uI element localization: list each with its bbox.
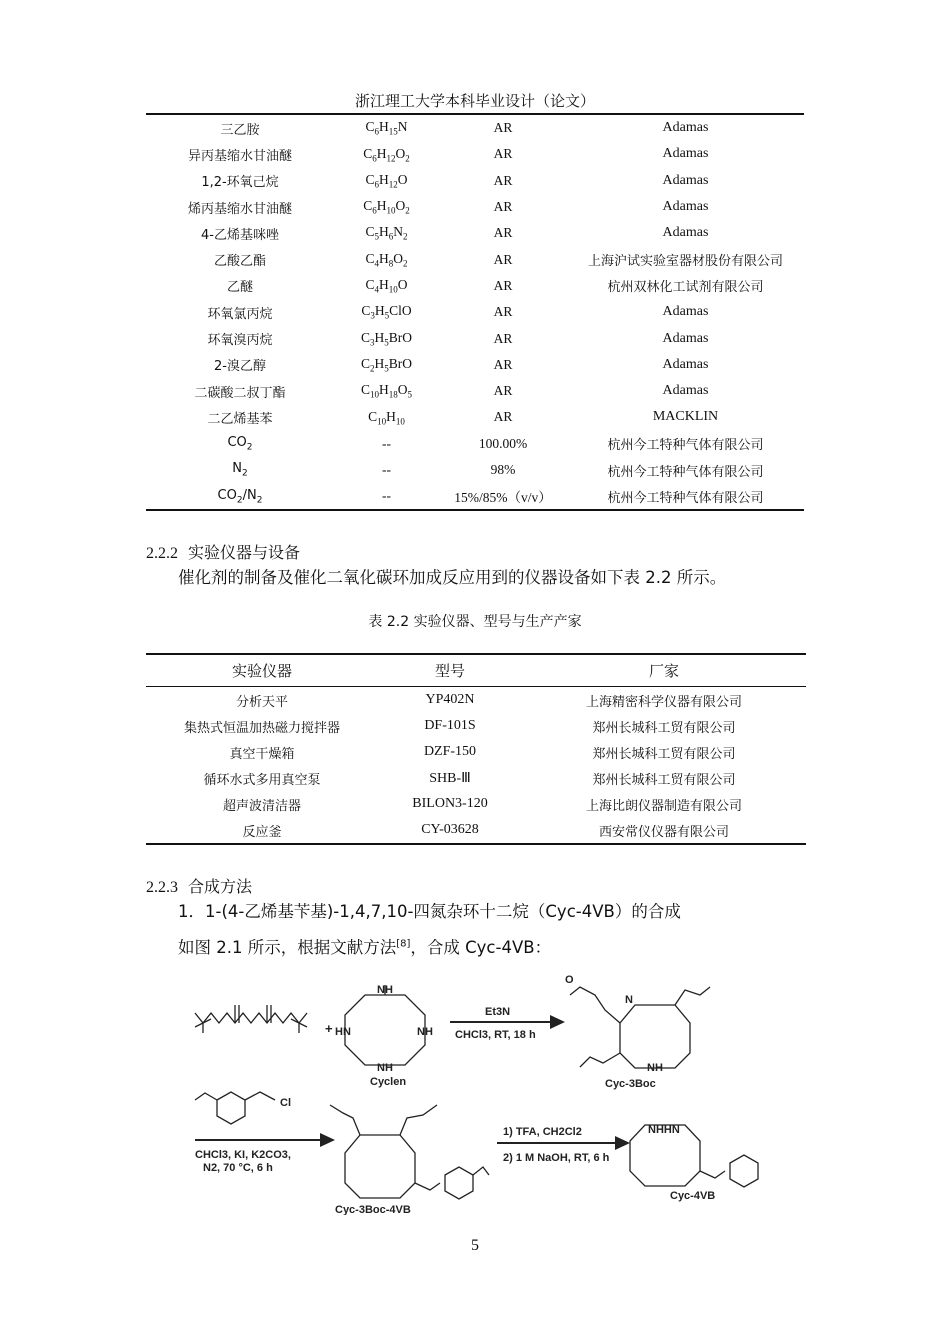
instrument-manufacturer: 上海比朗仪器制造有限公司 bbox=[585, 798, 742, 814]
cyc3boc4vb-label: Cyc-3Boc-4VB bbox=[335, 1204, 411, 1215]
reagent-name: 乙醚 bbox=[226, 280, 253, 296]
atom-label-hn: HN bbox=[335, 1026, 351, 1038]
reagent-supplier: Adamas bbox=[662, 304, 709, 320]
atom-label-nh: NH bbox=[417, 1026, 433, 1038]
instrument-name: 真空干燥箱 bbox=[229, 746, 295, 762]
table-row bbox=[146, 325, 804, 351]
reagent-formula: $C_3H_5BrO$ bbox=[360, 329, 412, 348]
instrument-model: DF-101S bbox=[424, 718, 476, 733]
instrument-name: 集热式恒温加热磁力搅拌器 bbox=[183, 720, 340, 736]
table-row bbox=[146, 220, 804, 246]
reagent-name: $CO_2/N_2$ bbox=[217, 487, 263, 506]
synthesis-intro-paragraph: 如图 2.1 所示，根据文献方法[8]，合成 Cyc-4VB： bbox=[178, 938, 552, 957]
table-row bbox=[146, 404, 804, 430]
reagent-formula: $C_6H_{12}O$ bbox=[365, 171, 408, 190]
atom-label-nh: NH bbox=[647, 1062, 663, 1074]
table-row bbox=[146, 273, 804, 299]
table-row bbox=[146, 378, 804, 404]
reagent-formula: $C_6H_{12}O_2$ bbox=[363, 145, 410, 164]
synthesis-scheme-figure bbox=[185, 975, 765, 1215]
reagent-grade: 100.00% bbox=[478, 435, 528, 451]
reaction3-step2: 2) 1 M NaOH, RT, 6 h bbox=[503, 1152, 610, 1164]
equipment-table bbox=[146, 653, 806, 845]
instrument-manufacturer: 郑州长城科工贸有限公司 bbox=[592, 772, 736, 788]
reagent-name: 烯丙基缩水甘油醚 bbox=[187, 201, 292, 217]
reagent-supplier: Adamas bbox=[662, 225, 709, 241]
running-header: 浙江理工大学本科毕业设计（论文） bbox=[354, 92, 595, 110]
table-row bbox=[146, 115, 804, 141]
synthesis-item-1: 1．1-(4-乙烯基苄基)-1,4,7,10-四氮杂环十二烷（Cyc-4VB）的合成 bbox=[178, 902, 681, 921]
instrument-manufacturer: 上海精密科学仪器有限公司 bbox=[585, 694, 742, 710]
reagent-formula: $C_2H_5BrO$ bbox=[360, 355, 412, 374]
reagent-supplier: Adamas bbox=[662, 199, 709, 215]
reagent-formula: -- bbox=[382, 435, 391, 451]
reagent-grade: AR bbox=[493, 330, 513, 346]
cyc4vb-label: Cyc-4VB bbox=[670, 1190, 716, 1202]
reagent-supplier: 杭州今工特种气体有限公司 bbox=[607, 438, 764, 454]
reagent-formula: $C_4H_8O_2$ bbox=[365, 250, 408, 269]
reagent-formula: $C_4H_{10}O$ bbox=[365, 277, 408, 295]
reagent-grade: AR bbox=[493, 277, 513, 293]
instrument-model: DZF-150 bbox=[423, 744, 477, 759]
instrument-name: 循环水式多用真空泵 bbox=[203, 772, 321, 788]
reagent-grade: AR bbox=[493, 383, 513, 399]
table-row bbox=[146, 739, 806, 765]
instrument-manufacturer: 郑州长城科工贸有限公司 bbox=[592, 720, 736, 736]
table-row bbox=[146, 141, 804, 167]
reagent-formula: $C_{10}H_{10}$ bbox=[368, 408, 405, 427]
table-row bbox=[146, 817, 806, 844]
instrument-name: 超声波清洁器 bbox=[222, 798, 301, 814]
reagent-name: 环氧氯丙烷 bbox=[207, 306, 273, 322]
instrument-model: BILON3-120 bbox=[412, 796, 488, 811]
reaction2-conditions-line1: CHCl3, KI, K2CO3, bbox=[195, 1149, 291, 1161]
column-header: 实验仪器 bbox=[146, 654, 378, 687]
reagent-formula: $C_{10}H_{18}O_5$ bbox=[360, 382, 412, 400]
section-heading-2-2-3: 2.2.3 合成方法 bbox=[146, 877, 253, 896]
reagent-grade: AR bbox=[493, 120, 513, 136]
column-header: 厂家 bbox=[522, 654, 806, 687]
reagent-grade: AR bbox=[493, 409, 513, 425]
instrument-manufacturer: 西安常仪仪器有限公司 bbox=[598, 824, 729, 840]
reagent-grade: AR bbox=[493, 304, 513, 320]
table-row bbox=[146, 431, 804, 457]
reagent-supplier: MACKLIN bbox=[652, 409, 719, 425]
reagent-supplier: Adamas bbox=[662, 146, 709, 162]
reagent-name: 环氧溴丙烷 bbox=[207, 333, 273, 349]
atom-label-cl: Cl bbox=[280, 1097, 291, 1109]
section-heading-2-2-2: 2.2.2 实验仪器与设备 bbox=[146, 543, 301, 562]
reagent-name: 异丙基缩水甘油醚 bbox=[187, 148, 292, 164]
instrument-model: CY-03628 bbox=[421, 822, 479, 837]
instrument-name: 反应釜 bbox=[242, 824, 282, 840]
reagent-name: 2-溴乙醇 bbox=[214, 359, 266, 375]
reagent-supplier: 杭州今工特种气体有限公司 bbox=[607, 490, 764, 506]
reagent-grade: AR bbox=[493, 199, 513, 215]
reagent-name: $N_2$ bbox=[232, 461, 248, 479]
table-row bbox=[146, 457, 804, 483]
column-header: 型号 bbox=[378, 654, 522, 687]
instrument-model: YP402N bbox=[425, 692, 475, 707]
reaction2-conditions-line2: N2, 70 °C, 6 h bbox=[203, 1162, 273, 1174]
reagent-supplier: Adamas bbox=[662, 330, 709, 346]
atom-label-nhhn: NHHN bbox=[648, 1124, 680, 1136]
reaction3-step1: 1) TFA, CH2Cl2 bbox=[503, 1126, 582, 1138]
reaction1-conditions: CHCl3, RT, 18 h bbox=[455, 1029, 536, 1041]
atom-label-o: O bbox=[565, 975, 574, 986]
reagent-table bbox=[146, 115, 804, 511]
page-number: 5 bbox=[471, 1237, 479, 1254]
reagent-formula: -- bbox=[382, 462, 391, 477]
reagent-name: 乙酸乙酯 bbox=[213, 254, 266, 270]
table-row bbox=[146, 246, 804, 272]
reagent-supplier: Adamas bbox=[662, 383, 709, 399]
reagent-grade: AR bbox=[493, 172, 513, 188]
table-row bbox=[146, 687, 806, 714]
reagent-name: 二乙烯基苯 bbox=[207, 411, 273, 427]
table-row bbox=[146, 791, 806, 817]
reagent-formula: $C_5H_6N_2$ bbox=[365, 224, 408, 243]
table-row bbox=[146, 168, 804, 194]
table-row bbox=[146, 299, 804, 325]
reagent-formula: -- bbox=[382, 488, 391, 504]
table-row bbox=[146, 483, 804, 510]
reagent-supplier: Adamas bbox=[662, 356, 709, 372]
plus-sign: + bbox=[325, 1021, 333, 1036]
reagent-name: 三乙胺 bbox=[220, 122, 260, 138]
reagent-supplier: 杭州今工特种气体有限公司 bbox=[607, 464, 764, 480]
cyclen-label: Cyclen bbox=[370, 1076, 407, 1088]
cyc3boc-label: Cyc-3Boc bbox=[605, 1078, 656, 1090]
instrument-model: SHB-Ⅲ bbox=[429, 770, 471, 786]
instrument-name: 分析天平 bbox=[235, 694, 288, 710]
atom-label-n: N bbox=[625, 994, 633, 1006]
section-2-2-2-paragraph: 催化剂的制备及催化二氧化碳环加成反应用到的仪器设备如下表 2.2 所示。 bbox=[178, 568, 727, 587]
reagent-formula: $C_3H_5ClO$ bbox=[361, 303, 412, 322]
reagent-supplier: Adamas bbox=[662, 120, 709, 136]
table-row bbox=[146, 765, 806, 791]
reagent-grade: 15%/85%（v/v） bbox=[454, 490, 552, 506]
reagent-grade: 98% bbox=[490, 462, 516, 477]
reagent-grade: AR bbox=[493, 146, 513, 162]
citation-8: [8] bbox=[396, 938, 411, 950]
table-2-2-caption: 表 2.2 实验仪器、型号与生产产家 bbox=[368, 614, 582, 630]
table-row bbox=[146, 352, 804, 378]
atom-label-nh: NH bbox=[377, 1062, 393, 1074]
reagent-name: 4-乙烯基咪唑 bbox=[201, 227, 279, 243]
reaction1-reagent: Et3N bbox=[485, 1006, 511, 1018]
reagent-name: 1,2-环氧己烷 bbox=[201, 175, 279, 191]
reagent-grade: AR bbox=[493, 225, 513, 241]
reagent-supplier: 上海沪试实验室器材股份有限公司 bbox=[587, 254, 783, 270]
reagent-formula: $C_6H_{15}N$ bbox=[365, 119, 408, 137]
reagent-name: $CO_2$ bbox=[227, 434, 253, 453]
instrument-manufacturer: 郑州长城科工贸有限公司 bbox=[592, 746, 736, 762]
reagent-grade: AR bbox=[493, 251, 513, 267]
table-row bbox=[146, 713, 806, 739]
reagent-supplier: Adamas bbox=[662, 172, 709, 188]
table-row bbox=[146, 194, 804, 220]
reagent-formula: $C_6H_{10}O_2$ bbox=[363, 198, 410, 216]
reagent-grade: AR bbox=[493, 356, 513, 372]
atom-label-nh: NH bbox=[377, 984, 393, 996]
reagent-supplier: 杭州双林化工试剂有限公司 bbox=[607, 280, 764, 296]
reagent-name: 二碳酸二叔丁酯 bbox=[194, 385, 286, 401]
